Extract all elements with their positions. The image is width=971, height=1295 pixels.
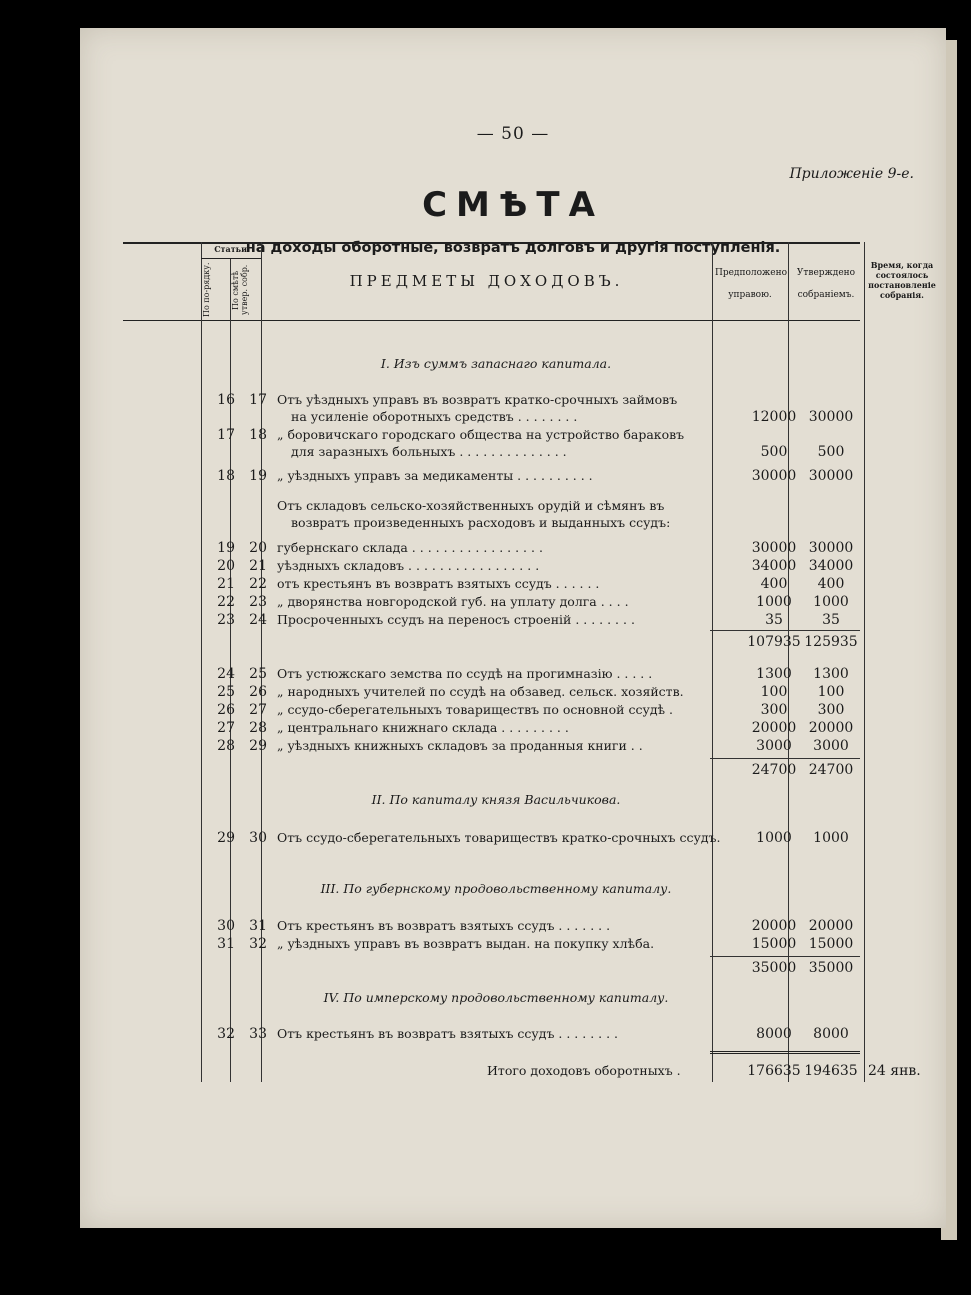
row-description: „ уѣздныхъ управъ въ возвратъ выдан. на покупку хлѣба. [277,936,655,951]
table-row [205,468,942,486]
row-approved-value: 1000 [813,594,849,610]
row-estimate-number: 33 [249,1026,267,1042]
row-proposed-value: 15000 [751,936,797,952]
row-estimate-number: 26 [249,684,267,700]
row-description: „ уѣздныхъ управъ за медикаменты . . . . . . . . . . [277,468,593,483]
table-row [205,594,942,612]
row-proposed-value: 300 [760,702,788,718]
row-order-number: 28 [217,738,235,754]
row-approved-value: 100 [817,684,845,700]
row-estimate-number: 32 [249,936,267,952]
subtotal-approved: 125935 [804,634,858,650]
row-description-continued: для заразныхъ больныхъ . . . . . . . . . . . . . . [291,444,567,459]
row-approved-value: 30000 [808,540,854,556]
table-row [205,392,942,425]
row-description: отъ крестьянъ въ возвратъ взятыхъ ссудъ . . . . . . [277,576,600,591]
page-number: — 50 — [476,124,550,144]
total-rule [710,1051,860,1054]
table-body [205,0,940,1295]
header-time: Время, когда состоялось постановленіе собранія. [868,260,936,300]
table-row [205,830,942,848]
appendix-label: Приложеніе 9-е. [789,166,914,182]
row-proposed-value: 30000 [751,468,797,484]
total-proposed: 176635 [747,1063,801,1079]
table-row [205,738,942,756]
row-estimate-number: 29 [249,738,267,754]
row-proposed-value: 400 [760,576,788,592]
header-stati: Статьи. [214,244,250,254]
row-order-number: 26 [217,702,235,718]
page-title: СМѢТА [422,185,604,225]
subtotal-rule [710,630,860,631]
row-estimate-number: 21 [249,558,267,574]
header-approved: Утверждено собраніемъ. [796,268,856,300]
row-proposed-value: 1000 [756,594,792,610]
total-approved: 194635 [804,1063,858,1079]
row-description: Просроченныхъ ссудъ на переносъ строеній . . . . . . . . [277,612,635,627]
subtotal-rule [710,758,860,759]
row-estimate-number: 28 [249,720,267,736]
row-approved-value: 15000 [808,936,854,952]
row-description: „ центральнаго книжнаго склада . . . . . . . . . [277,720,569,735]
row-proposed-value: 3000 [756,738,792,754]
subtotal-row [205,960,942,978]
row-description: губернскаго склада . . . . . . . . . . . . . . . . . [277,540,543,555]
row-order-number: 16 [217,392,235,408]
row-estimate-number: 17 [249,392,267,408]
row-description: Отъ устюжскаго земства по ссудѣ на прогимназію . . . . . [277,666,653,681]
row-estimate-number: 23 [249,594,267,610]
row-approved-value: 500 [817,444,845,460]
row-description: Отъ складовъ сельско-хозяйственныхъ орудій и сѣмянъ въ [277,498,665,513]
row-proposed-value: 500 [760,444,788,460]
row-description: „ народныхъ учителей по ссудѣ на обзавед. сельск. хозяйств. [277,684,684,699]
row-order-number: 29 [217,830,235,846]
row-description: Отъ уѣздныхъ управъ въ возвратъ кратко-срочныхъ займовъ [277,392,678,407]
row-approved-value: 400 [817,576,845,592]
section-reserve-capital: I. Изъ суммъ запаснаго капитала. [380,356,612,371]
subtotal-proposed: 35000 [751,960,797,976]
total-date: 24 янв. [868,1063,921,1079]
row-proposed-value: 100 [760,684,788,700]
row-estimate-number: 30 [249,830,267,846]
row-order-number: 32 [217,1026,235,1042]
row-approved-value: 30000 [808,468,854,484]
section-imperial-food: IV. По имперскому продовольственному капиталу. [323,990,669,1005]
row-description: „ боровичскаго городскаго общества на устройство бараковъ [277,427,685,442]
row-order-number: 30 [217,918,235,934]
row-estimate-number: 25 [249,666,267,682]
row-approved-value: 8000 [813,1026,849,1042]
row-proposed-value: 20000 [751,918,797,934]
subtotal-rule [710,956,860,957]
row-estimate-number: 18 [249,427,267,443]
section-gubernia-food: III. По губернскому продовольственному капиталу. [320,881,672,896]
section-vasilchikov: II. По капиталу князя Васильчикова. [371,792,621,807]
subtotal-proposed: 107935 [747,634,801,650]
header-subjects: ПРЕДМЕТЫ ДОХОДОВЪ. [349,272,624,290]
table-row [205,540,942,558]
header-col-order: По по-рядку. [202,262,211,318]
row-order-number: 19 [217,540,235,556]
row-estimate-number: 19 [249,468,267,484]
row-estimate-number: 22 [249,576,267,592]
row-approved-value: 34000 [808,558,854,574]
row-approved-value: 35 [822,612,840,628]
row-estimate-number: 31 [249,918,267,934]
row-proposed-value: 12000 [751,409,797,425]
row-proposed-value: 20000 [751,720,797,736]
row-description: Отъ крестьянъ въ возвратъ взятыхъ ссудъ . . . . . . . [277,918,611,933]
row-order-number: 18 [217,468,235,484]
row-order-number: 22 [217,594,235,610]
table-row [205,1026,942,1044]
row-order-number: 27 [217,720,235,736]
row-estimate-number: 27 [249,702,267,718]
row-proposed-value: 8000 [756,1026,792,1042]
header-proposed: Предположено управою. [715,268,788,300]
row-description: „ дворянства новгородской губ. на уплату долга . . . . [277,594,629,609]
subtotal-row [205,634,942,652]
table-row [205,666,942,684]
table-row [205,576,942,594]
total-row [205,1063,942,1081]
row-proposed-value: 1300 [756,666,792,682]
table-row [205,936,942,954]
row-order-number: 21 [217,576,235,592]
table-row [205,427,942,460]
subtotal-approved: 24700 [808,762,854,778]
row-proposed-value: 35 [765,612,783,628]
row-order-number: 23 [217,612,235,628]
row-approved-value: 20000 [808,918,854,934]
row-description: „ уѣздныхъ книжныхъ складовъ за проданныя книги . . [277,738,643,753]
row-approved-value: 300 [817,702,845,718]
row-estimate-number: 24 [249,612,267,628]
row-description: „ ссудо-сберегательныхъ товариществъ по основной ссудѣ . [277,702,674,717]
table-row [205,918,942,936]
row-description: Отъ ссудо-сберегательныхъ товариществъ кратко-срочныхъ ссудъ. [277,830,721,845]
row-approved-value: 1300 [813,666,849,682]
row-description: уѣздныхъ складовъ . . . . . . . . . . . . . . . . . [277,558,540,573]
row-description-continued: возвратъ произведенныхъ расходовъ и выданныхъ ссудъ: [291,515,671,530]
row-order-number: 20 [217,558,235,574]
page-subtitle: на доходы оборотные, возвратъ долговъ и другія поступленія. [245,240,781,256]
row-description-continued: на усиленіе оборотныхъ средствъ . . . . . . . . [291,409,578,424]
table-row [205,684,942,702]
row-approved-value: 20000 [808,720,854,736]
row-approved-value: 3000 [813,738,849,754]
row-approved-value: 30000 [808,409,854,425]
subtotal-proposed: 24700 [751,762,797,778]
table-row [205,558,942,576]
subtotal-row [205,762,942,780]
header-col-estimate: По смѣтѣ утвер. собр. [231,264,249,316]
row-proposed-value: 30000 [751,540,797,556]
table-row [205,498,942,530]
row-estimate-number: 20 [249,540,267,556]
table-row [205,702,942,720]
row-proposed-value: 34000 [751,558,797,574]
row-order-number: 17 [217,427,235,443]
row-order-number: 24 [217,666,235,682]
row-order-number: 25 [217,684,235,700]
total-label: Итого доходовъ оборотныхъ . [487,1063,681,1078]
table-row [205,612,942,630]
row-order-number: 31 [217,936,235,952]
row-approved-value: 1000 [813,830,849,846]
row-description: Отъ крестьянъ въ возвратъ взятыхъ ссудъ . . . . . . . . [277,1026,619,1041]
table-row [205,720,942,738]
row-proposed-value: 1000 [756,830,792,846]
subtotal-approved: 35000 [808,960,854,976]
